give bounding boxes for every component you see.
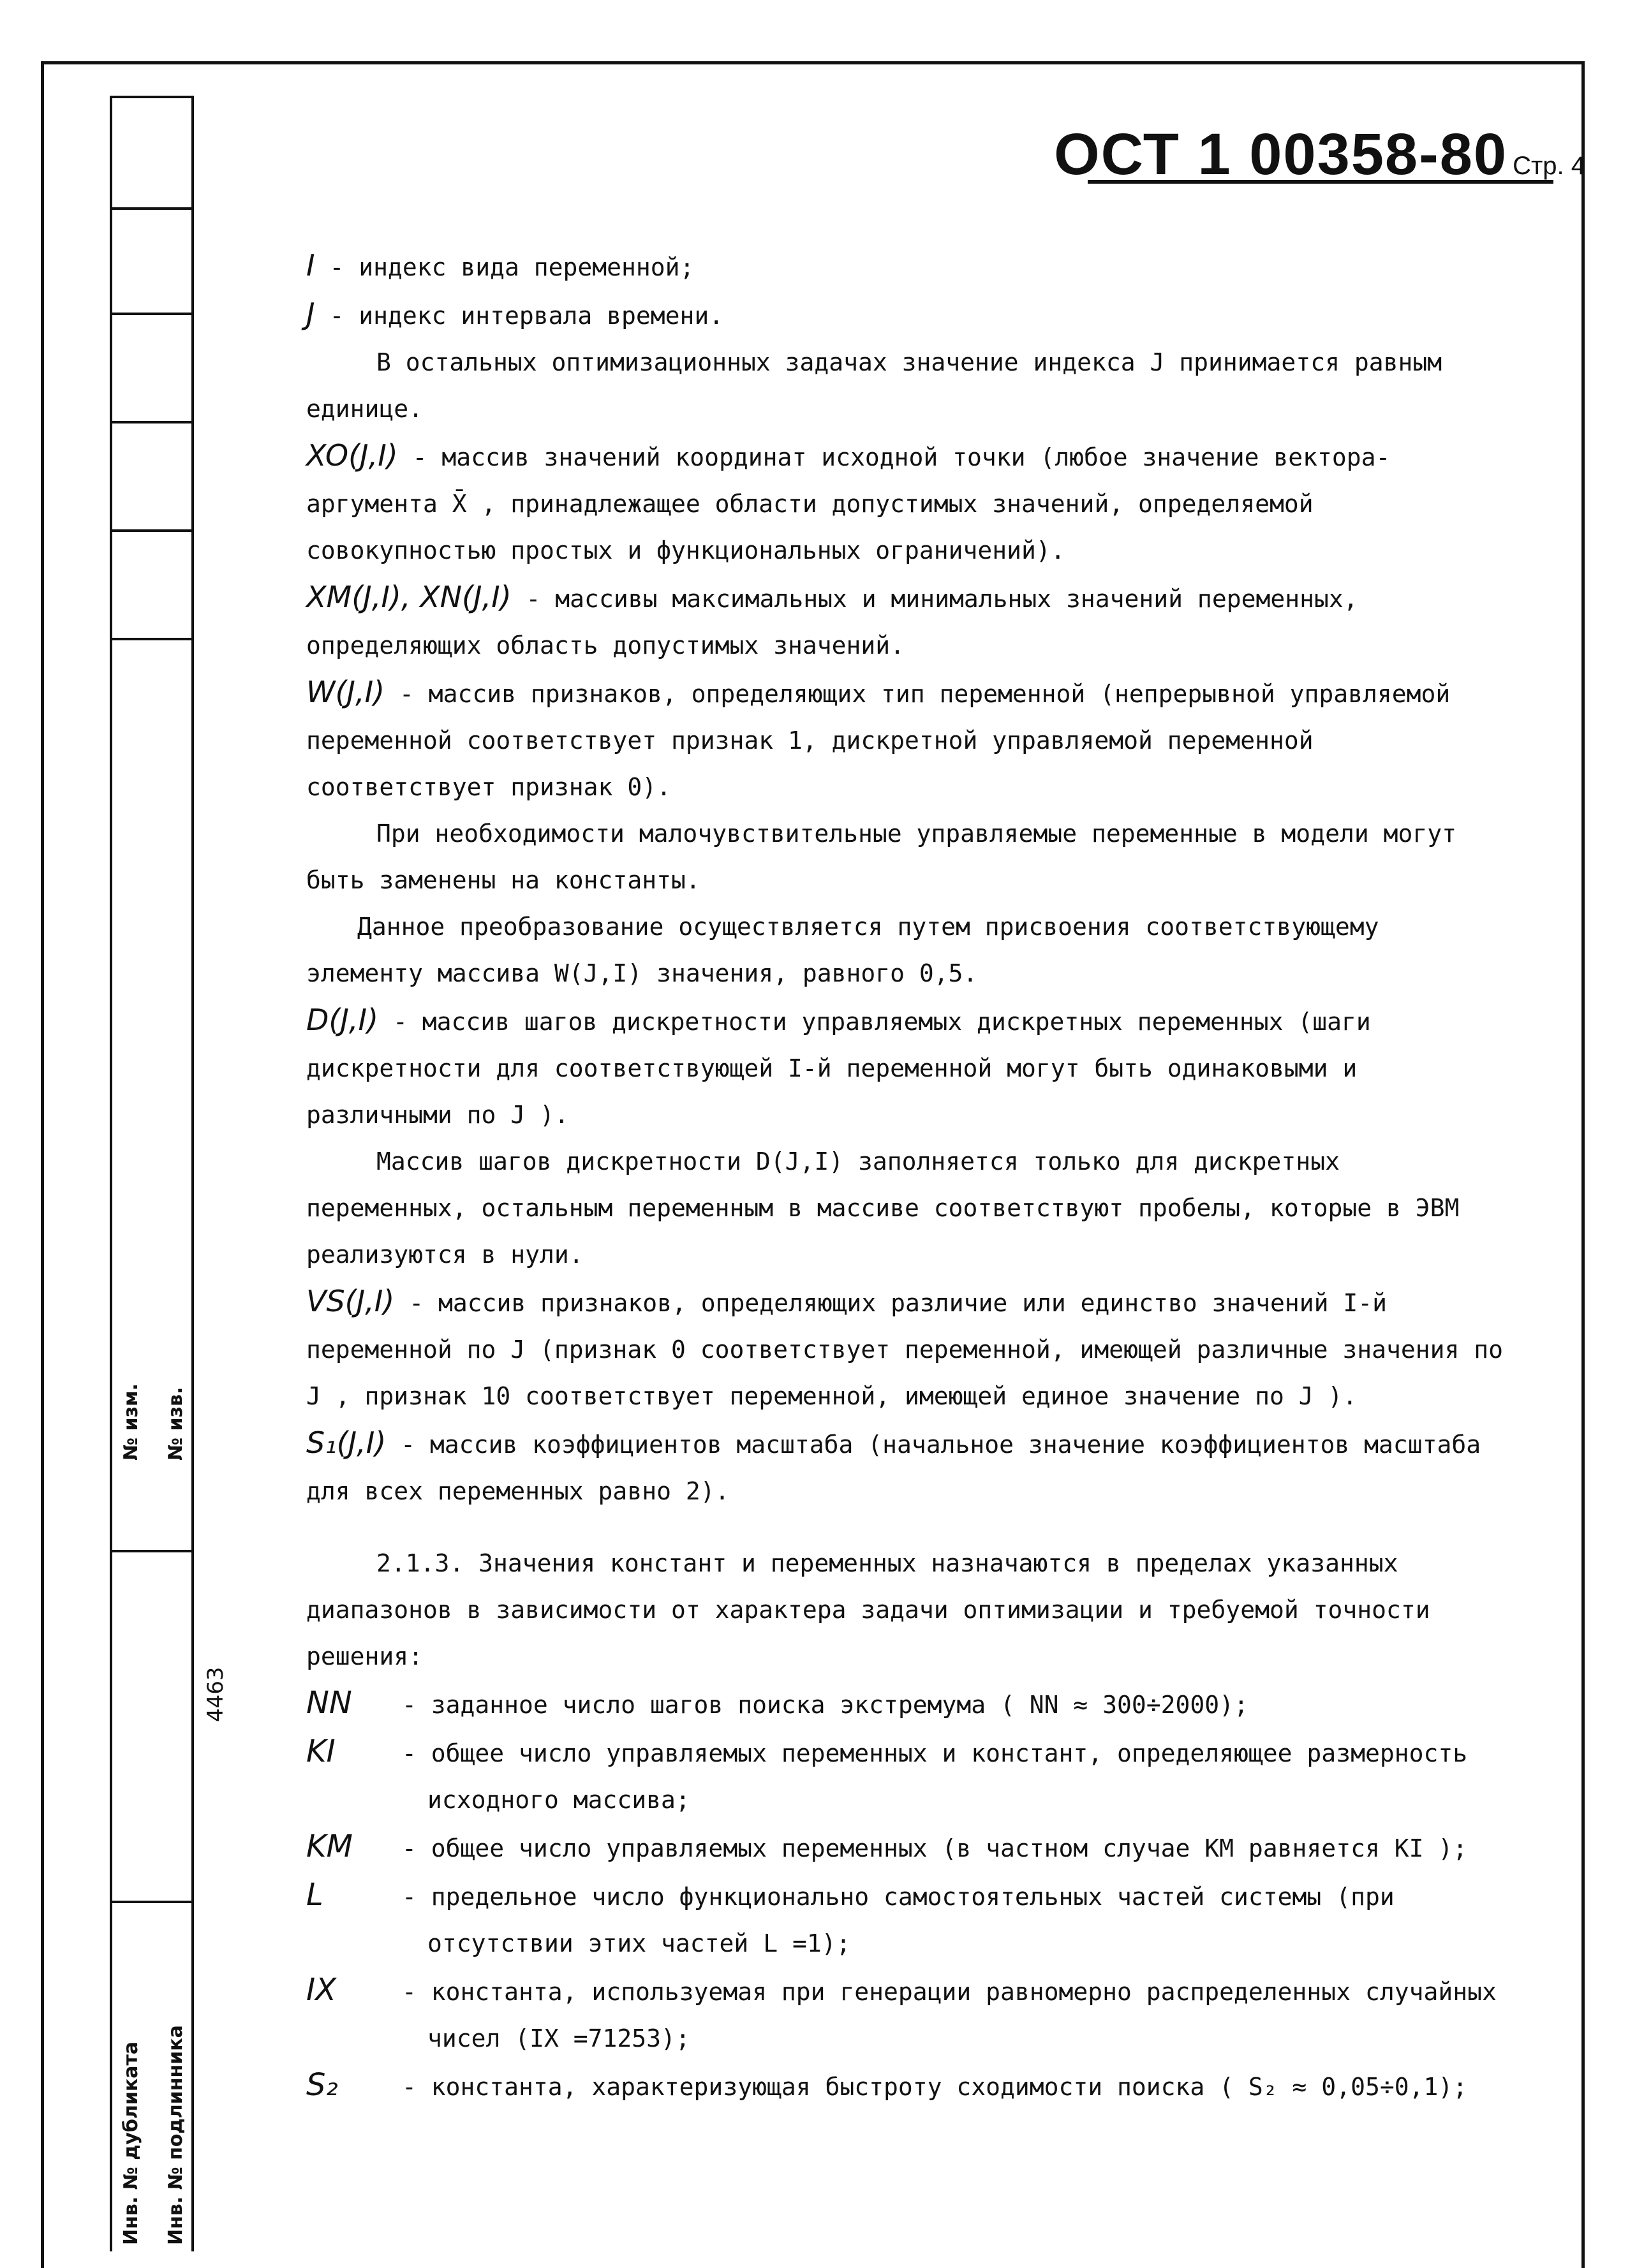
side-label-izm: № изм. (120, 1383, 142, 1461)
body-text (306, 242, 1506, 2110)
def-line: VS(J,I) - массив признаков, определяющих различие или единство значений I-й переменной по J (признак 0 соответствует переменной, имеющей различные значения по J , признак 10 соответствует переменной, имеющей единое значение по J ). (306, 1284, 1503, 1410)
paragraph: При необходимости малочувствительные управляемые переменные в модели могут быть заменены на константы. (306, 820, 1456, 894)
paragraph: Данное преобразование осуществляется путем присвоения соответствующему элементу массива W(J,I) значения, равного 0,5. (306, 913, 1379, 987)
def-line: XM(J,I), XN(J,I) - массивы максимальных и минимальных значений переменных, определяющих область допустимых значений. (306, 580, 1358, 659)
def-item: KM - общее число управляемых переменных (в частном случае KM равняется KI ); (306, 1829, 1468, 1864)
side-label-inv-podl: Инв. № подлинника (165, 2025, 187, 2245)
side-divider (112, 313, 191, 315)
side-column-2 (191, 96, 194, 2251)
side-number: 4463 (203, 1667, 228, 1722)
def-item: L - предельное число функционально самостоятельных частей системы (при отсутствии этих частей L =1); (306, 1877, 1395, 1957)
def-item: S₂ - константа, характеризующая быстроту сходимости поиска ( S₂ ≈ 0,05÷0,1); (306, 2067, 1468, 2103)
paragraph: 2.1.3. Значения констант и переменных назначаются в пределах указанных диапазонов в зависимости от характера задачи оптимизации и требуемой точности решения: (306, 1549, 1430, 1670)
def-line: S₁(J,I) - массив коэффициентов масштаба (начальное значение коэффициентов масштаба для всех переменных равно 2). (306, 1425, 1481, 1505)
side-divider (112, 1550, 191, 1552)
header-rule (1088, 180, 1553, 184)
paragraph: В остальных оптимизационных задачах значение индекса J принимается равным единице. (306, 348, 1442, 423)
side-divider (112, 1901, 191, 1903)
side-divider (112, 96, 191, 98)
doc-code: ОСТ 1 00358-80 (1054, 122, 1508, 187)
side-label-izv: № изв. (165, 1387, 187, 1461)
def-line: I - индекс вида переменной; (306, 248, 695, 283)
def-item: KI - общее число управляемых переменных и констант, определяющее размерность исходного массива; (306, 1734, 1468, 1814)
side-divider (112, 207, 191, 210)
side-divider (112, 529, 191, 532)
def-line: D(J,I) - массив шагов дискретности управляемых дискретных переменных (шаги дискретности для соответствующей I-й переменной могут быть одинаковыми и различными по J ). (306, 1003, 1371, 1129)
page-number: Стр. 4 (1513, 152, 1585, 180)
def-line: XO(J,I) - массив значений координат исходной точки (любое значение вектора-аргумента X̄ , принадлежащее области допустимых значений, определяемой совокупностью простых и функциональных ограничений). (306, 438, 1391, 564)
def-line: J - индекс интервала времени. (306, 297, 724, 331)
def-line: W(J,I) - массив признаков, определяющих тип переменной (непрерывной управляемой переменной соответствует признак 1, дискретной управляемой переменной соответствует признак 0). (306, 675, 1451, 801)
def-item: IX - константа, используемая при генерации равномерно распределенных случайных чисел (IX =71253); (306, 1972, 1497, 2052)
side-divider (112, 638, 191, 640)
side-divider (112, 421, 191, 423)
def-item: NN - заданное число шагов поиска экстремума ( NN ≈ 300÷2000); (306, 1685, 1248, 1721)
paragraph: Массив шагов дискретности D(J,I) заполняется только для дискретных переменных, остальным переменным в массиве соответствуют пробелы, которые в ЭВМ реализуются в нули. (306, 1147, 1460, 1269)
side-label-inv-dub: Инв. № дубликата (120, 2041, 142, 2245)
side-column-1 (110, 96, 112, 2251)
page-header (1054, 121, 1585, 188)
